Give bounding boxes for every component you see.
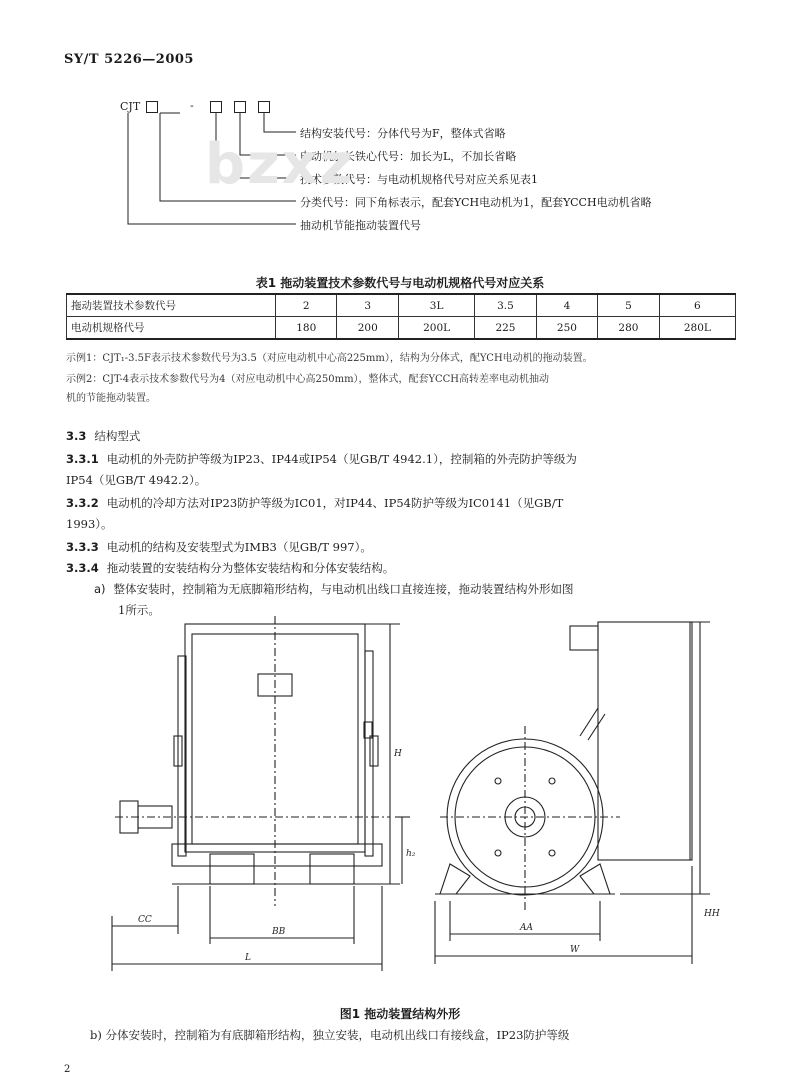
section-text: 电动机的冷却方法对IP23防护等级为IC01，对IP44、IP54防护等级为IC0141（见GB/T xyxy=(106,496,564,510)
table-cell: 200 xyxy=(337,317,398,340)
table-cell: 180 xyxy=(276,317,337,340)
section-number: 3.3.3 xyxy=(66,540,99,554)
code-label-structure: 结构安装代号：分体代号为F，整体式省略 xyxy=(300,127,506,140)
spec-table xyxy=(66,293,736,340)
code-label-param: 技术参数代号：与电动机规格代号对应关系见表1 xyxy=(300,173,538,186)
code-label-core: 电动机加长铁心代号：加长为L，不加长省略 xyxy=(300,150,517,163)
figure-caption: 图1 拖动装置结构外形 xyxy=(339,1007,461,1021)
code-prefix: CJT xyxy=(120,100,141,113)
dim-l: L xyxy=(245,953,251,963)
table-cell: 225 xyxy=(475,317,536,340)
table-cell: 3 xyxy=(337,294,398,317)
standard-number: SY/T 5226—2005 xyxy=(64,52,194,67)
dim-hh: HH xyxy=(704,909,720,919)
table-cell: 3L xyxy=(398,294,474,317)
section-number: 3.3.4 xyxy=(66,561,99,575)
figure-drawing xyxy=(100,616,740,996)
section-number: 3.3.1 xyxy=(66,452,99,466)
example-note-1: 示例1：CJT₁-3.5F表示技术参数代号为3.5（对应电动机中心高225mm），结构为分体式，配YCH电动机的拖动装置。 xyxy=(66,353,593,364)
table-cell: 280 xyxy=(598,317,659,340)
code-label-class: 分类代号：同下角标表示，配套YCH电动机为1，配套YCCH电动机省略 xyxy=(300,196,652,209)
dim-h2: h₂ xyxy=(406,849,416,859)
paragraph xyxy=(66,451,577,467)
side-view xyxy=(115,616,400,906)
dim-cc: CC xyxy=(138,915,152,925)
dim-w: W xyxy=(570,945,580,955)
table-cell: 4 xyxy=(536,294,597,317)
watermark: bzxz xyxy=(205,132,355,197)
section-text: 电动机的结构及安装型式为IMB3（见GB/T 997）。 xyxy=(106,540,372,554)
section-text: 电动机的外壳防护等级为IP23、IP44或IP54（见GB/T 4942.1），控制箱的外壳防护等级为 xyxy=(106,452,577,466)
table-title: 表1 拖动装置技术参数代号与电动机规格代号对应关系 xyxy=(255,276,545,290)
code-dash: - xyxy=(190,99,194,112)
dim-bb: BB xyxy=(272,927,286,937)
table-cell: 2 xyxy=(276,294,337,317)
paragraph xyxy=(66,495,563,511)
example-note-3: 机的节能拖动装置。 xyxy=(66,393,156,404)
table-cell: 3.5 xyxy=(475,294,536,317)
section-heading xyxy=(66,428,140,444)
dim-h: H xyxy=(394,749,402,759)
table-row xyxy=(67,294,736,317)
section-number: 3.3.2 xyxy=(66,496,99,510)
example-note-2: 示例2：CJT-4表示技术参数代号为4（对应电动机中心高250mm），整体式，配套YCCH高转差率电动机抽动 xyxy=(66,374,550,385)
paragraph-cont: 1所示。 xyxy=(118,603,160,617)
section-number: 3.3 xyxy=(66,429,87,443)
section-text: 结构型式 xyxy=(94,429,141,443)
paragraph xyxy=(66,560,394,576)
table-cell: 250 xyxy=(536,317,597,340)
table-cell: 200L xyxy=(398,317,474,340)
list-marker: a) xyxy=(94,582,106,596)
section-text: 整体安装时，控制箱为无底脚箱形结构，与电动机出线口直接连接，拖动装置结构外形如图 xyxy=(113,582,574,596)
row-label-param: 拖动装置技术参数代号 xyxy=(67,294,276,317)
table-row xyxy=(67,317,736,340)
table-cell: 280L xyxy=(659,317,735,340)
paragraph xyxy=(66,539,372,555)
paragraph xyxy=(94,581,574,597)
end-view xyxy=(435,622,692,911)
section-text: 拖动装置的安装结构分为整体安装结构和分体安装结构。 xyxy=(106,561,395,575)
table-cell: 5 xyxy=(598,294,659,317)
page-number: 2 xyxy=(64,1064,71,1075)
paragraph-cont: IP54（见GB/T 4942.2）。 xyxy=(66,473,207,487)
table-cell: 6 xyxy=(659,294,735,317)
footer-paragraph: b) 分体安装时，控制箱为有底脚箱形结构，独立安装，电动机出线口有接线盒，IP23防护等级 xyxy=(90,1028,570,1042)
paragraph-cont: 1993）。 xyxy=(66,517,113,531)
code-label-device: 抽动机节能拖动装置代号 xyxy=(300,219,421,232)
dim-aa: AA xyxy=(520,923,533,933)
row-label-motor: 电动机规格代号 xyxy=(67,317,276,340)
